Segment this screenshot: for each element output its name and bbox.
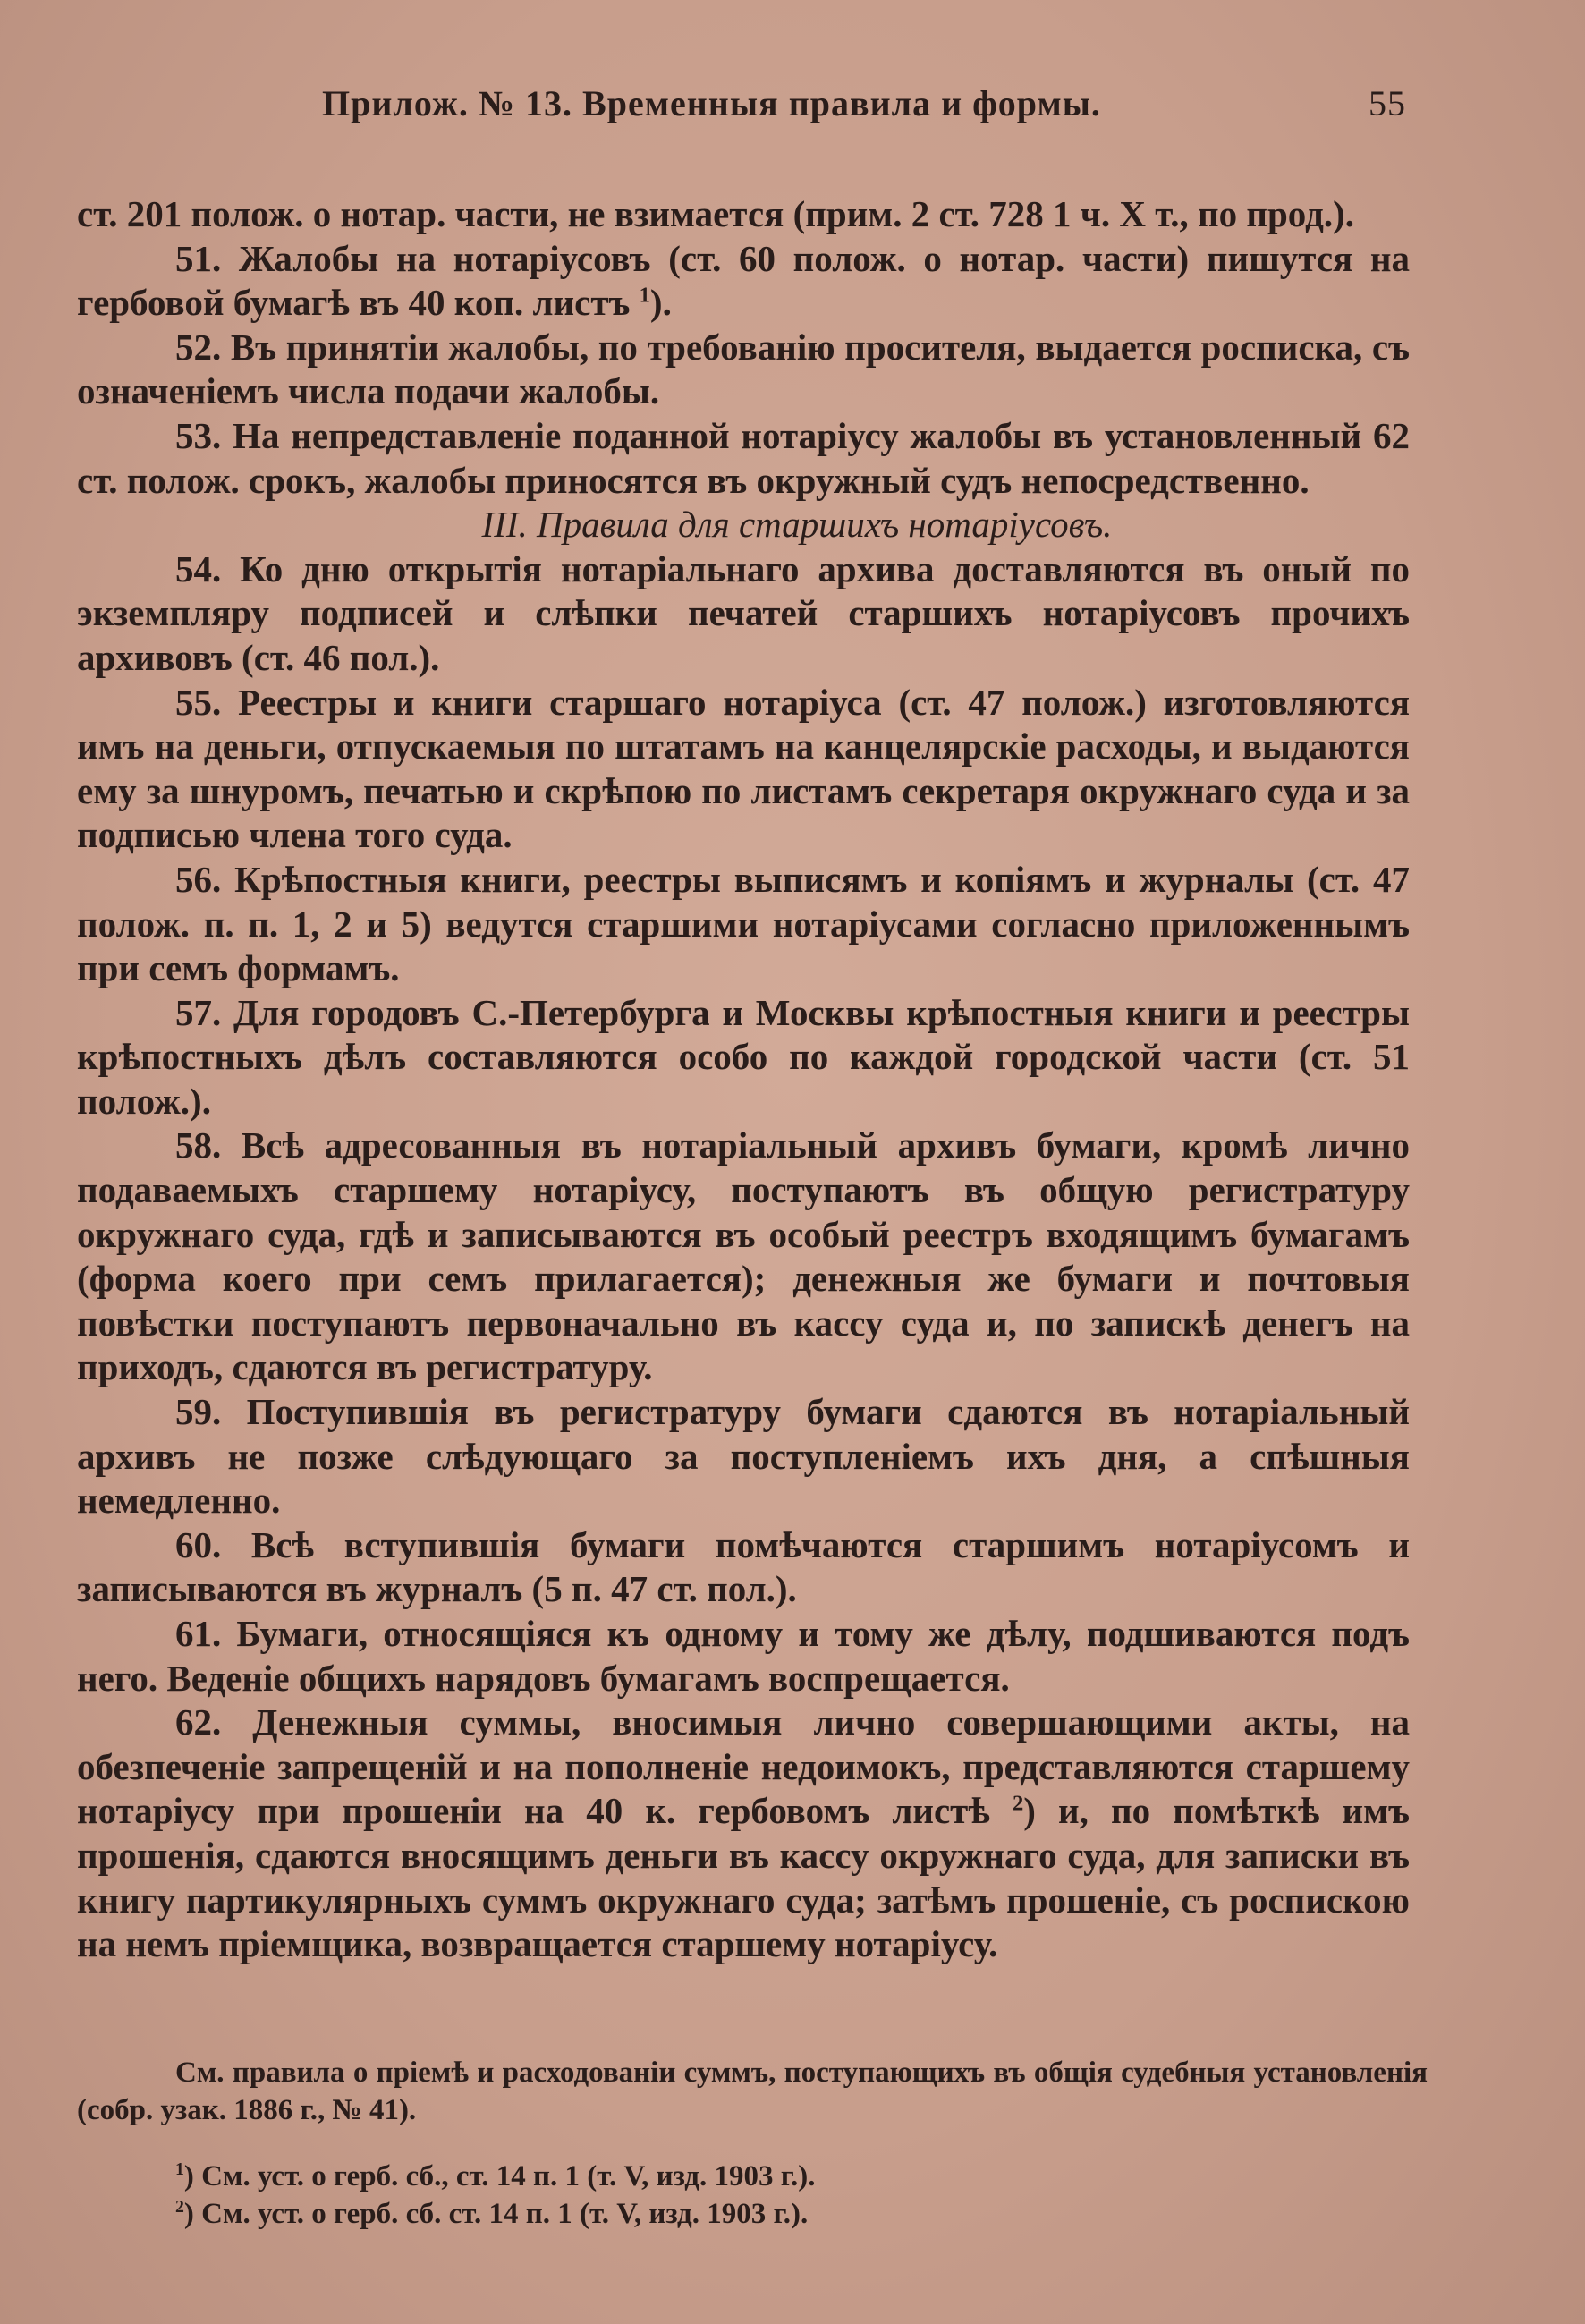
page-number: 55 xyxy=(1369,83,1406,123)
paragraph-55: 55. Реестры и книги старшаго нотаріуса (ст. 47 полож.) изготовляются имъ на деньги, отпускаемыя по штатамъ на канцелярскіе расходы, и выдаются ему за шнуромъ, печатью и скрѣпою по листамъ секретаря окружнаго суда и за подписью члена того суда. xyxy=(77,681,1410,856)
paragraph-52: 52. Въ принятіи жалобы, по требованію просителя, выдается росписка, съ означеніемъ числа подачи жалобы. xyxy=(77,326,1410,412)
section-heading: III. Правила для старшихъ нотаріусовъ. xyxy=(481,504,1113,546)
paragraph-59: 59. Поступившія въ регистратуру бумаги сдаются въ нотаріальный архивъ не позже слѣдующаго за поступленіемъ ихъ дня, а спѣшныя немедленно. xyxy=(77,1391,1410,1522)
header-title: Прилож. № 13. Временныя правила и формы. xyxy=(322,83,1101,123)
footnotes xyxy=(175,2158,1338,2233)
footnote-mark-2: 2 xyxy=(175,2197,184,2217)
paragraph-61: 61. Бумаги, относящіяся къ одному и тому же дѣлу, подшиваются подъ него. Веденіе общихъ нарядовъ бумагамъ воспрещается. xyxy=(77,1613,1410,1699)
paragraph-58: 58. Всѣ адресованныя въ нотаріальный архивъ бумаги, кромѣ лично подаваемыхъ старшему нотаріусу, поступаютъ въ общую регистратуру окружнаго суда, гдѣ и записываются въ особый реестръ входящимъ бумагамъ (форма коего при семъ прилагается); денежныя же бумаги и почтовыя повѣстки поступаютъ первоначально въ кассу суда и, по запискѣ денегъ на приходъ, сдаются въ регистратуру. xyxy=(77,1124,1410,1388)
footnote-2: $^2$) См. уст. о герб. сб. ст. 14 п. 1 (т. V, изд. 1903 г.). xyxy=(175,2197,809,2230)
paragraph-continuation: ст. 201 полож. о нотар. части, не взимается (прим. 2 ст. 728 1 ч. X т., по прод.). xyxy=(77,193,1355,234)
footnote-ref-1: 1 xyxy=(639,283,650,308)
running-header xyxy=(322,82,1406,129)
paragraph-53: 53. На непредставленіе поданной нотаріусу жалобы въ установленный 62 ст. полож. срокъ, жалобы приносятся въ окружный судъ непосредственно. xyxy=(77,414,1410,501)
paragraph-60: 60. Всѣ вступившія бумаги помѣчаются старшимъ нотаріусомъ и записываются въ журналъ (5 п. 47 ст. пол.). xyxy=(77,1523,1410,1610)
paragraph-51: 51. Жалобы на нотаріусовъ (ст. 60 полож. о нотар. части) пишутся на гербовой бумагѣ въ 40 коп. листъ $^1$). xyxy=(77,237,1410,324)
small-note: См. правила о пріемѣ и расходованіи суммъ, поступающихъ въ общія судебныя установленія (собр. узак. 1886 г., № 41). xyxy=(77,2057,1428,2126)
footnote-mark-1: 1 xyxy=(175,2159,184,2179)
footnote-ref-2: 2 xyxy=(1012,1791,1024,1816)
paragraph-54: 54. Ко дню открытія нотаріальнаго архива доставляются въ оный по экземпляру подписей и слѣпки печатей старшихъ нотаріусовъ прочихъ архивовъ (ст. 46 пол.). xyxy=(77,547,1410,678)
paragraph-57: 57. Для городовъ С.-Петербурга и Москвы крѣпостныя книги и реестры крѣпостныхъ дѣлъ составляются особо по каждой городской части (ст. 51 полож.). xyxy=(77,991,1410,1122)
footnote-1: $^1$) См. уст. о герб. сб., ст. 14 п. 1 (т. V, изд. 1903 г.). xyxy=(175,2159,816,2193)
paragraph-62: 62. Денежныя суммы, вносимыя лично совершающими акты, на обезпеченіе запрещеній и на пополненіе недоимокъ, представляются старшему нотаріусу при прошеніи на 40 к. гербовомъ листѣ $^2$) и, по помѣткѣ имъ прошенія, сдаются вносящимъ деньги въ кассу окружнаго суда, для записки въ книгу партикулярныхъ суммъ окружнаго суда; затѣмъ прошеніе, съ роспискою на немъ пріемщика, возвращается старшему нотаріусу. xyxy=(77,1701,1410,1965)
paragraph-56: 56. Крѣпостныя книги, реестры выписямъ и копіямъ и журналы (ст. 47 полож. п. п. 1, 2 и 5) ведутся старшими нотаріусами согласно приложеннымъ при семъ формамъ. xyxy=(77,858,1410,989)
main-text xyxy=(77,192,1410,1967)
